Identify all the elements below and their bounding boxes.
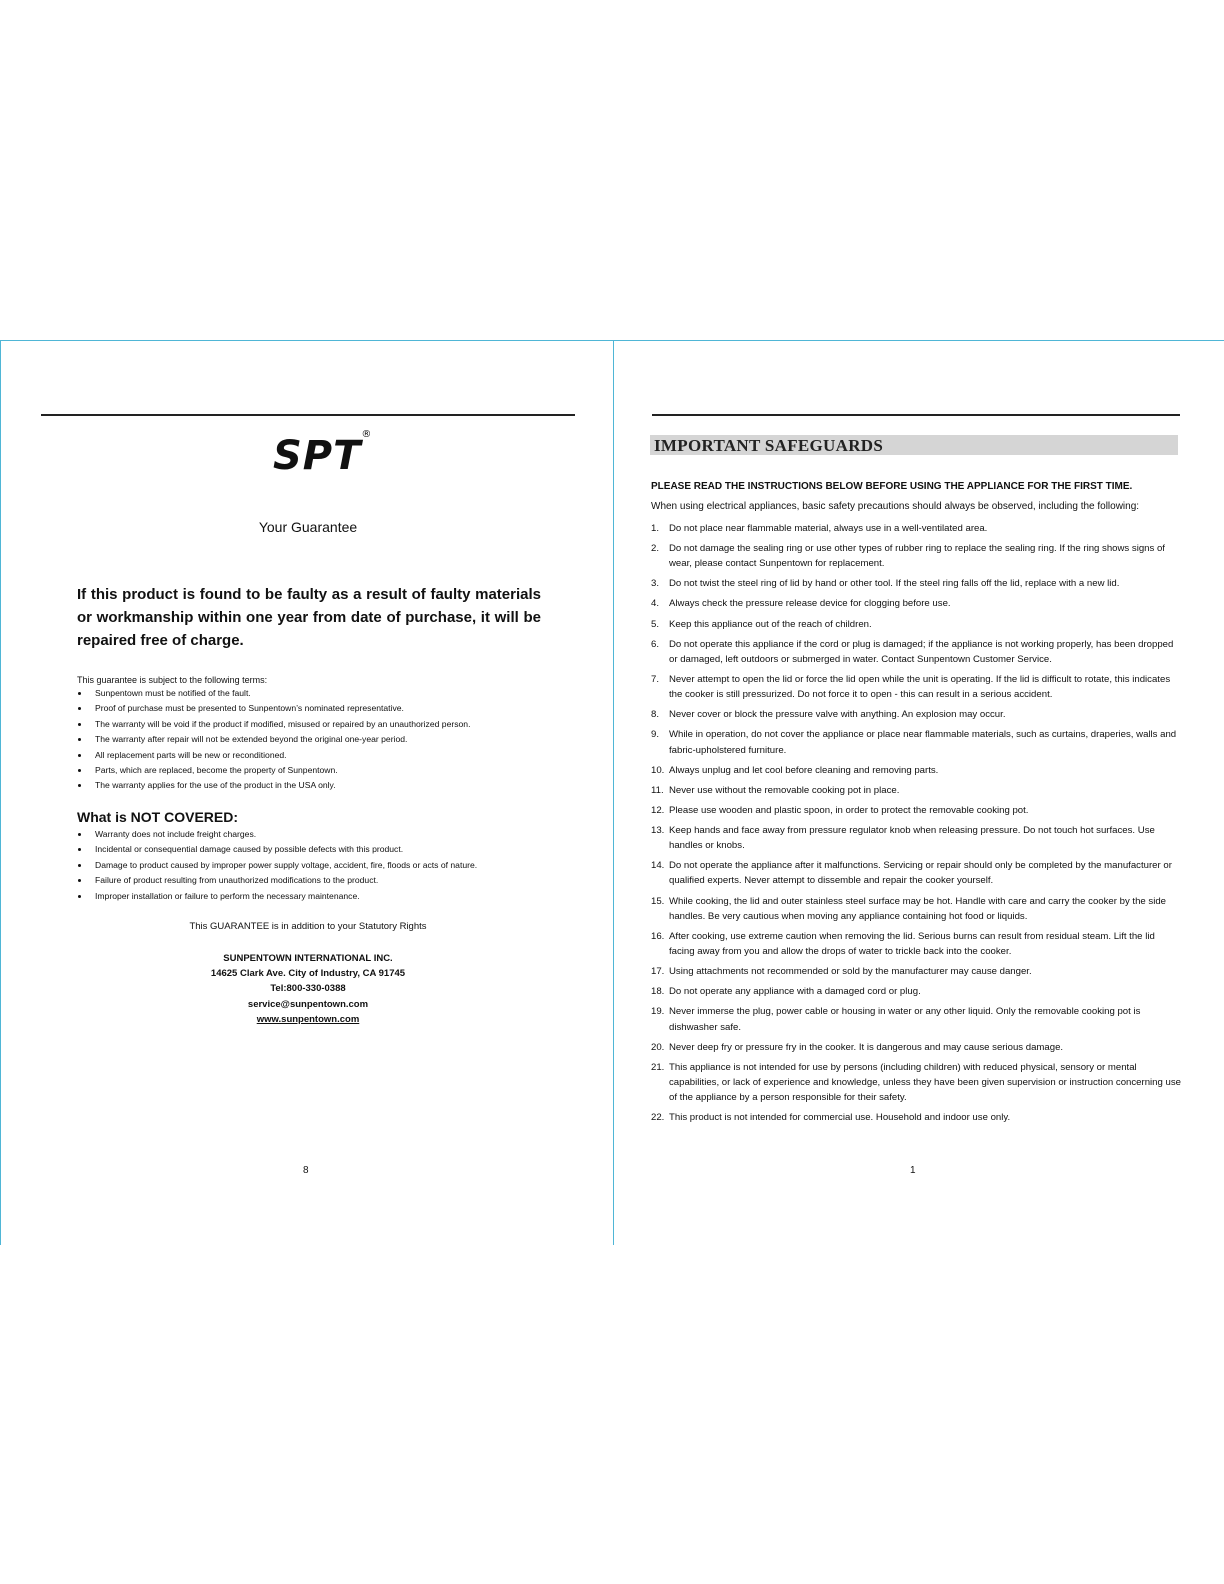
item-number: 19. [651,1006,665,1018]
item-number: 16. [651,930,665,942]
list-item [651,707,1181,722]
list-item: Parts, which are replaced, become the property of Sunpentown. [77,763,470,778]
section-heading: IMPORTANT SAFEGUARDS [654,436,884,455]
item-number: 14. [651,860,665,872]
item-number: 20. [651,1041,665,1053]
item-number: 4. [651,598,660,610]
company-website-link[interactable]: www.sunpentown.com [256,1013,360,1025]
page-number: 1 [910,1165,916,1176]
item-number: 5. [651,618,660,630]
item-number: 2. [651,543,660,555]
item-text: Never attempt to open the lid or force the lid open while the unit is operating. If the lid is difficult to rotate, this indicates the cooker is still pressurized. Do not force it to open - this can result in a serious accident. [669,673,1171,701]
item-text: Do not twist the steel ring of lid by hand or other tool. If the steel ring falls off the lid, replace with a new lid. [669,578,1120,590]
item-text: Do not damage the sealing ring or use other types of rubber ring to replace the sealing ring. If the ring shows signs of wear, please contact Sunpentown for replacement. [669,543,1165,570]
list-item [651,637,1181,667]
item-text: After cooking, use extreme caution when removing the lid. Serious burns can result from residual steam. Lift the lid facing away from you and allow the drops of water to trickle back into the cooker. [669,930,1155,958]
booklet-spread [0,340,1224,1245]
guarantee-statement: If this product is found to be faulty as a result of faulty materials or workmanship within one year from date of purchase, it will be repaired free of charge. [77,586,541,649]
item-text: This product is not intended for commercial use. Household and indoor use only. [669,1112,1011,1124]
item-number: 8. [651,709,660,721]
intro-text: When using electrical appliances, basic safety precautions should always be observed, including the following: [651,501,1140,512]
list-item [651,929,1181,959]
list-item: The warranty after repair will not be extended beyond the original one-year period. [77,732,470,747]
spt-logo [273,428,373,479]
top-rule [652,414,1180,416]
list-item [651,858,1181,888]
list-item [651,541,1181,571]
item-number: 22. [651,1112,665,1124]
company-phone: Tel:800-330-0388 [270,983,346,995]
list-item: The warranty will be void if the product if modified, misused or repaired by an unauthorized person. [77,717,470,732]
list-item [651,964,1181,979]
item-number: 6. [651,638,660,650]
list-item [651,617,1181,632]
item-number: 11. [651,784,664,796]
item-text: This appliance is not intended for use by persons (including children) with reduced physical, sensory or mental capabilities, or lack of experience and knowledge, unless they have been given supervision or instruction concerning use of the appliance by a person responsible for their safety. [669,1061,1181,1104]
terms-list [77,686,470,794]
statutory-note: This GUARANTEE is in addition to your Statutory Rights [189,921,427,932]
list-item: The warranty applies for the use of the product in the USA only. [77,778,470,793]
page-right [613,341,1224,1245]
item-text: Always unplug and let cool before cleaning and removing parts. [669,764,939,776]
list-item [651,803,1181,818]
list-item [651,823,1181,853]
list-item [651,984,1181,999]
item-text: Never use without the removable cooking pot in place. [669,784,900,796]
list-item [651,521,1181,536]
item-text: Do not operate the appliance after it malfunctions. Servicing or repair should only be completed by the manufacturer or qualified experts. Never attempt to dissemble and repair the cooker yourself. [669,860,1172,887]
list-item: Damage to product caused by improper power supply voltage, accident, fire, floods or acts of nature. [77,858,477,873]
page-subtitle: Your Guarantee [258,519,358,535]
item-number: 18. [651,986,665,998]
top-rule [41,414,575,416]
list-item [651,763,1181,778]
item-text: While cooking, the lid and outer stainless steel surface may be hot. Handle with care and carry the cooker by the side handles. Be very cautious when moving any appliance containing hot food or liquids. [669,895,1167,922]
list-item [651,894,1181,924]
item-number: 3. [651,578,660,590]
list-item [651,576,1181,591]
list-item: Failure of product resulting from unauthorized modifications to the product. [77,873,477,888]
item-text: While in operation, do not cover the appliance or place near flammable materials, such as curtains, draperies, walls and fabric-upholstered furniture. [669,729,1177,756]
item-text: Using attachments not recommended or sold by the manufacturer may cause danger. [669,966,1032,978]
item-number: 9. [651,729,660,741]
item-text: Please use wooden and plastic spoon, in order to protect the removable cooking pot. [669,804,1029,816]
item-text: Never cover or block the pressure valve with anything. An explosion may occur. [669,709,1006,721]
list-item [651,783,1181,798]
logo-text: SPT [273,433,362,479]
terms-intro: This guarantee is subject to the following terms: [77,675,268,685]
list-item: Improper installation or failure to perform the necessary maintenance. [77,889,477,904]
item-text: Do not operate this appliance if the cord or plug is damaged; if the appliance is not working properly, has been dropped or damaged, left outdoors or submerged in water. Contact Sunpentown Customer Service. [669,638,1174,665]
item-number: 12. [651,804,665,816]
company-email[interactable]: service@sunpentown.com [247,998,369,1010]
list-item [651,1004,1181,1034]
list-item: Sunpentown must be notified of the fault. [77,686,470,701]
item-number: 13. [651,824,665,836]
contact-block [1,951,615,1027]
not-covered-heading: What is NOT COVERED: [77,809,239,825]
section-heading-bar [650,435,1178,455]
item-text: Never immerse the plug, power cable or housing in water or any other liquid. Only the removable cooking pot is dishwasher safe. [669,1006,1141,1033]
list-item [651,1110,1181,1125]
not-covered-list [77,827,477,904]
safeguards-list [651,521,1181,1130]
list-item: All replacement parts will be new or reconditioned. [77,748,470,763]
item-number: 10. [651,764,665,776]
company-address: 14625 Clark Ave. City of Industry, CA 91745 [210,968,406,980]
item-number: 21. [651,1061,665,1073]
list-item [651,1040,1181,1055]
item-text: Keep this appliance out of the reach of children. [669,618,872,630]
list-item: Incidental or consequential damage caused by possible defects with this product. [77,842,477,857]
item-text: Never deep fry or pressure fry in the cooker. It is dangerous and may cause serious damage. [669,1041,1064,1053]
item-text: Do not operate any appliance with a damaged cord or plug. [669,986,921,998]
page-left [0,341,614,1245]
company-name: SUNPENTOWN INTERNATIONAL INC. [223,953,393,964]
list-item [651,596,1181,611]
registered-mark: ® [361,428,373,440]
list-item: Warranty does not include freight charges. [77,827,477,842]
item-text: Always check the pressure release device for clogging before use. [669,598,951,610]
list-item: Proof of purchase must be presented to Sunpentown’s nominated representative. [77,701,470,716]
item-number: 7. [651,673,660,685]
item-number: 15. [651,895,665,907]
item-number: 1. [651,523,660,534]
list-item [651,727,1181,757]
item-number: 17. [651,966,665,978]
item-text: Keep hands and face away from pressure regulator knob when releasing pressure. Do not touch hot surfaces. Use handles or knobs. [669,824,1155,852]
read-first-notice: PLEASE READ THE INSTRUCTIONS BELOW BEFORE USING THE APPLIANCE FOR THE FIRST TIME. [651,481,1133,492]
item-text: Do not place near flammable material, always use in a well-ventilated area. [669,523,988,534]
list-item [651,672,1181,702]
page-number: 8 [303,1165,309,1176]
list-item [651,1060,1181,1106]
